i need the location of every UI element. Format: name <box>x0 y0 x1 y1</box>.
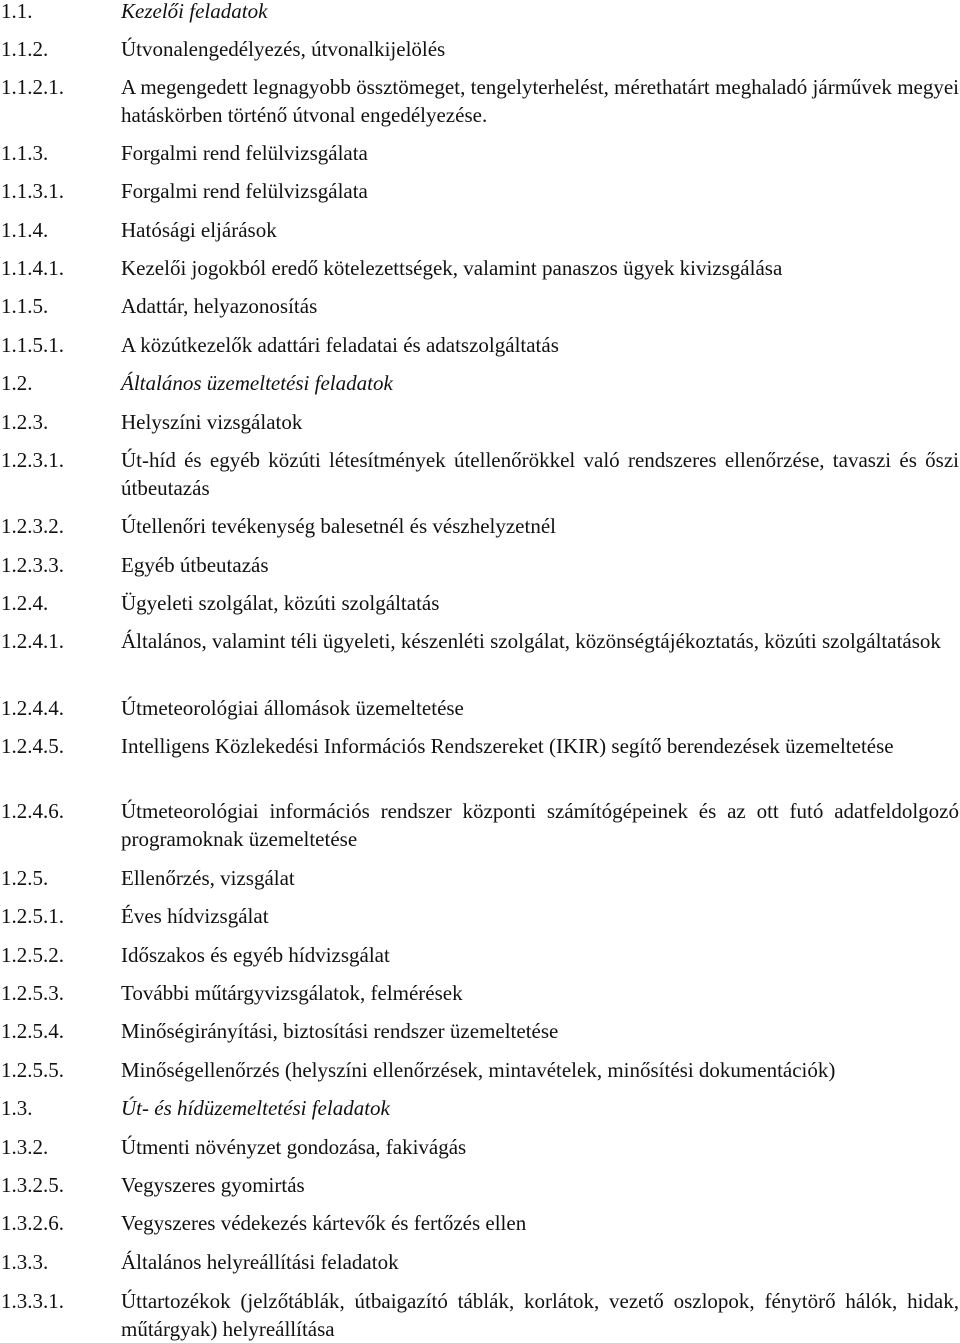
section-number: 1.1.2.1. <box>1 75 64 99</box>
section-title: Útmeteorológiai állomások üzemeltetése <box>121 696 464 720</box>
section-title: Általános, valamint téli ügyeleti, készenléti szolgálat, közönségtájékoztatás, közúti szolgáltatások <box>121 629 941 653</box>
section-number: 1.3.3. <box>1 1250 49 1274</box>
section-number: 1.1.2. <box>1 37 49 61</box>
section-number: 1.3. <box>1 1096 33 1120</box>
section-number: 1.1.5.1. <box>1 333 64 357</box>
section-title: Vegyszeres gyomirtás <box>121 1173 305 1197</box>
section-title: Út- és hídüzemeltetési feladatok <box>121 1096 390 1120</box>
section-number: 1.2.3.1. <box>1 448 64 472</box>
section-title: Minőségellenőrzés (helyszíni ellenőrzések, mintavételek, minősítési dokumentációk) <box>121 1058 836 1082</box>
section-number: 1.2.5.4. <box>1 1019 64 1043</box>
section-title: További műtárgyvizsgálatok, felmérések <box>121 981 463 1005</box>
section-number: 1.1.4.1. <box>1 256 64 280</box>
section-number: 1.2. <box>1 371 33 395</box>
section-title: Helyszíni vizsgálatok <box>121 410 303 434</box>
section-title: Éves hídvizsgálat <box>121 904 269 928</box>
section-number: 1.1.5. <box>1 294 49 318</box>
section-number: 1.2.5.1. <box>1 904 64 928</box>
section-title: Ellenőrzés, vizsgálat <box>121 866 295 890</box>
section-number: 1.2.5. <box>1 866 49 890</box>
section-title: Időszakos és egyéb hídvizsgálat <box>121 943 390 967</box>
section-title: Vegyszeres védekezés kártevők és fertőzés ellen <box>121 1211 527 1235</box>
section-number: 1.2.4.4. <box>1 696 64 720</box>
section-number: 1.2.4.6. <box>1 799 64 823</box>
section-title: Útmenti növényzet gondozása, fakivágás <box>121 1135 467 1159</box>
section-number: 1.2.3.2. <box>1 514 64 538</box>
section-number: 1.2.5.5. <box>1 1058 64 1082</box>
section-title: Hatósági eljárások <box>121 218 277 242</box>
section-title: A megengedett legnagyobb össztömeget, tengelyterhelést, mérethatárt meghaladó járművek megyei hatáskörben történő útvonal engedélyezése. <box>121 75 959 127</box>
section-number: 1.2.4. <box>1 591 49 615</box>
section-number: 1.2.5.2. <box>1 943 64 967</box>
section-title: Forgalmi rend felülvizsgálata <box>121 179 368 203</box>
section-number: 1.1.4. <box>1 218 49 242</box>
section-number: 1.3.2. <box>1 1135 49 1159</box>
section-number: 1.2.5.3. <box>1 981 64 1005</box>
section-number: 1.1.3. <box>1 141 49 165</box>
section-title: Egyéb útbeutazás <box>121 553 269 577</box>
section-number: 1.2.4.1. <box>1 629 64 653</box>
section-title: Általános helyreállítási feladatok <box>121 1250 399 1274</box>
section-title: Útvonalengedélyezés, útvonalkijelölés <box>121 37 446 61</box>
section-number: 1.3.2.6. <box>1 1211 64 1235</box>
section-title: Kezelői feladatok <box>121 0 268 23</box>
section-title: Út-híd és egyéb közúti létesítmények útellenőrökkel való rendszeres ellenőrzése, tavaszi és őszi útbeutazás <box>121 448 959 500</box>
section-number: 1.2.3.3. <box>1 553 64 577</box>
section-title: Úttartozékok (jelzőtáblák, útbaigazító táblák, korlátok, vezető oszlopok, fénytörő hálók, hidak, műtárgyak) helyreállítása <box>121 1289 959 1341</box>
section-number: 1.1. <box>1 0 33 23</box>
section-number: 1.3.3.1. <box>1 1289 64 1313</box>
section-title: Ügyeleti szolgálat, közúti szolgáltatás <box>121 591 440 615</box>
section-title: Adattár, helyazonosítás <box>121 294 318 318</box>
section-number: 1.1.3.1. <box>1 179 64 203</box>
section-number: 1.3.2.5. <box>1 1173 64 1197</box>
section-title: Útmeteorológiai információs rendszer központi számítógépeinek és az ott futó adatfeldolgozó programoknak üzemeltetése <box>121 799 959 851</box>
section-title: A közútkezelők adattári feladatai és adatszolgáltatás <box>121 333 559 357</box>
section-title: Minőségirányítási, biztosítási rendszer üzemeltetése <box>121 1019 559 1043</box>
section-number: 1.2.4.5. <box>1 734 64 758</box>
section-title: Intelligens Közlekedési Információs Rendszereket (IKIR) segítő berendezések üzemeltetése <box>121 734 894 758</box>
section-title: Forgalmi rend felülvizsgálata <box>121 141 368 165</box>
section-title: Kezelői jogokból eredő kötelezettségek, valamint panaszos ügyek kivizsgálása <box>121 256 783 280</box>
section-title: Általános üzemeltetési feladatok <box>121 371 393 395</box>
section-title: Útellenőri tevékenység balesetnél és vészhelyzetnél <box>121 514 556 538</box>
section-number: 1.2.3. <box>1 410 49 434</box>
